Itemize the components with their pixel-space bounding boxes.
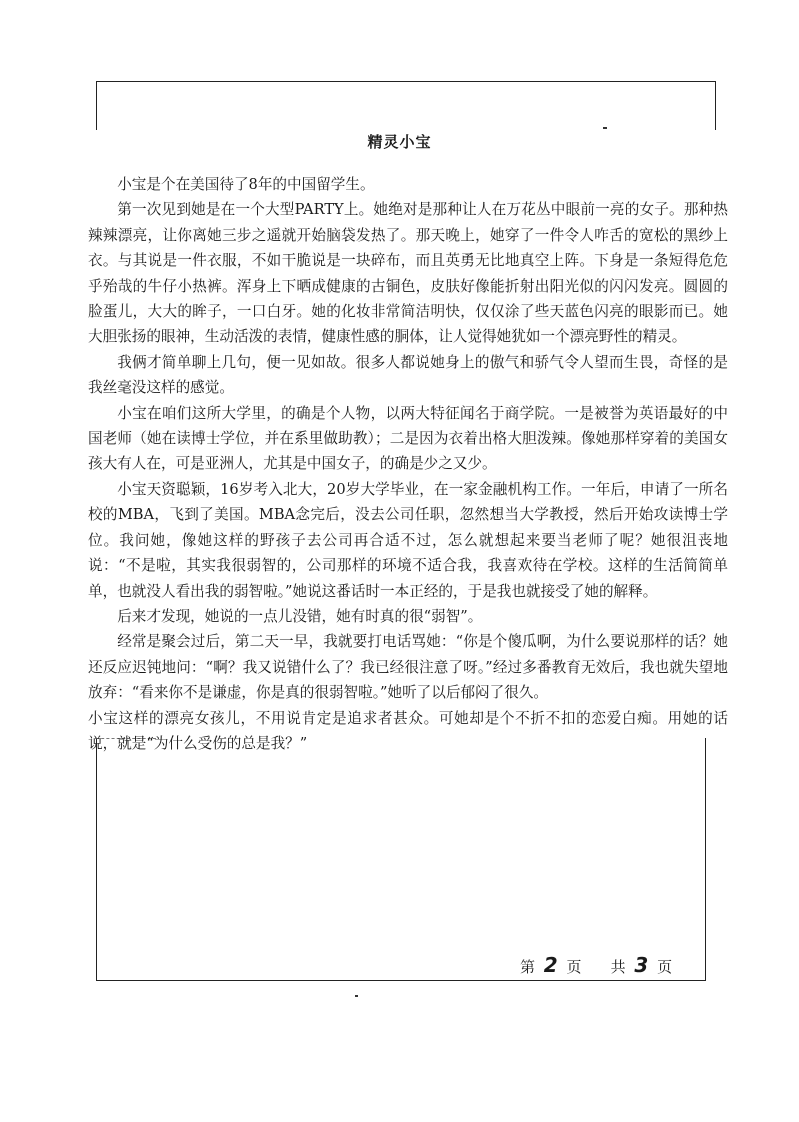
- paragraph: 经常是聚会过后，第二天一早，我就要打电话骂她：“你是个傻瓜啊，为什么要说那样的话？她还反应迟钝地问：“啊？我又说错什么了？我已经很注意了呀。”经过多番教育无效后，我也就失望地放弃：“看来你不是谦虚，你是真的很弱智啦。”她听了以后郁闷了很久。: [88, 633, 728, 702]
- page-frame-top: [96, 81, 716, 130]
- page-prefix: 第: [520, 958, 538, 976]
- document-title: 精灵小宝: [367, 133, 432, 151]
- page-total: 3: [634, 953, 651, 977]
- paragraph: 第一次见到她是在一个大型PARTY上。她绝对是那种让人在万花丛中眼前一亮的女子。那种热辣辣漂亮，让你离她三步之遥就开始脑袋发热了。那天晚上，她穿了一件令人咋舌的宽松的黑纱上衣。与其说是一件衣服，不如干脆说是一块碎布，而且英勇无比地真空上阵。下身是一条短得危危乎殆哉的牛仔小热裤。浑身上下晒成健康的古铜色，皮肤好像能折射出阳光似的闪闪发亮。圆圆的脸蛋儿，大大的眸子，一口白牙。她的化妆非常简洁明快，仅仅涂了些天蓝色闪亮的眼影而已。她大胆张扬的眼神，生动活泼的表情，健康性感的胴体，让人觉得她犹如一个漂亮野性的精灵。: [88, 201, 728, 346]
- page-word: 页: [566, 958, 584, 976]
- page-number-footer: [520, 953, 674, 977]
- paragraph: 小宝是个在美国待了8年的中国留学生。: [117, 176, 375, 193]
- page-current: 2: [543, 953, 560, 977]
- paragraph: 小宝这样的漂亮女孩儿，不用说肯定是追求者甚众。可她却是个不折不扣的恋爱白痴。用她的话说，就是“为什么受伤的总是我？”: [88, 709, 728, 752]
- paragraph: 小宝天资聪颖，16岁考入北大，20岁大学毕业，在一家金融机构工作。一年后，申请了一所名校的MBA，飞到了美国。MBA念完后，没去公司任职，忽然想当大学教授，然后开始攻读博士学位。我问她，像她这样的野孩子去公司再合适不过，怎么就想起来要当老师了呢？她很沮丧地说：“不是啦，其实我很弱智的，公司那样的环境不适合我，我喜欢待在学校。这样的生活简简单单，也就没人看出我的弱智啦。”她说这番话时一本正经的，于是我也就接受了她的解释。: [88, 480, 728, 600]
- paragraph: 后来才发现，她说的一点儿没错，她有时真的很“弱智”。: [117, 607, 483, 625]
- scan-speck: [603, 127, 607, 129]
- paragraph: 我俩才简单聊上几句，便一见如故。很多人都说她身上的傲气和骄气令人望而生畏，奇怪的是我丝毫没这样的感觉。: [88, 353, 728, 397]
- scan-speck: [355, 995, 358, 997]
- total-word: 页: [657, 958, 675, 976]
- total-prefix: 共: [610, 958, 628, 976]
- paragraph: 小宝在咱们这所大学里，的确是个人物，以两大特征闻名于商学院。一是被誉为英语最好的中国老师（她在读博士学位，并在系里做助教）；二是因为衣着出格大胆泼辣。像她那样穿着的美国女孩大有人在，可是亚洲人，尤其是中国女子，的确是少之又少。: [88, 404, 728, 473]
- page-frame-bottom: [96, 738, 706, 981]
- document-body: [88, 172, 728, 756]
